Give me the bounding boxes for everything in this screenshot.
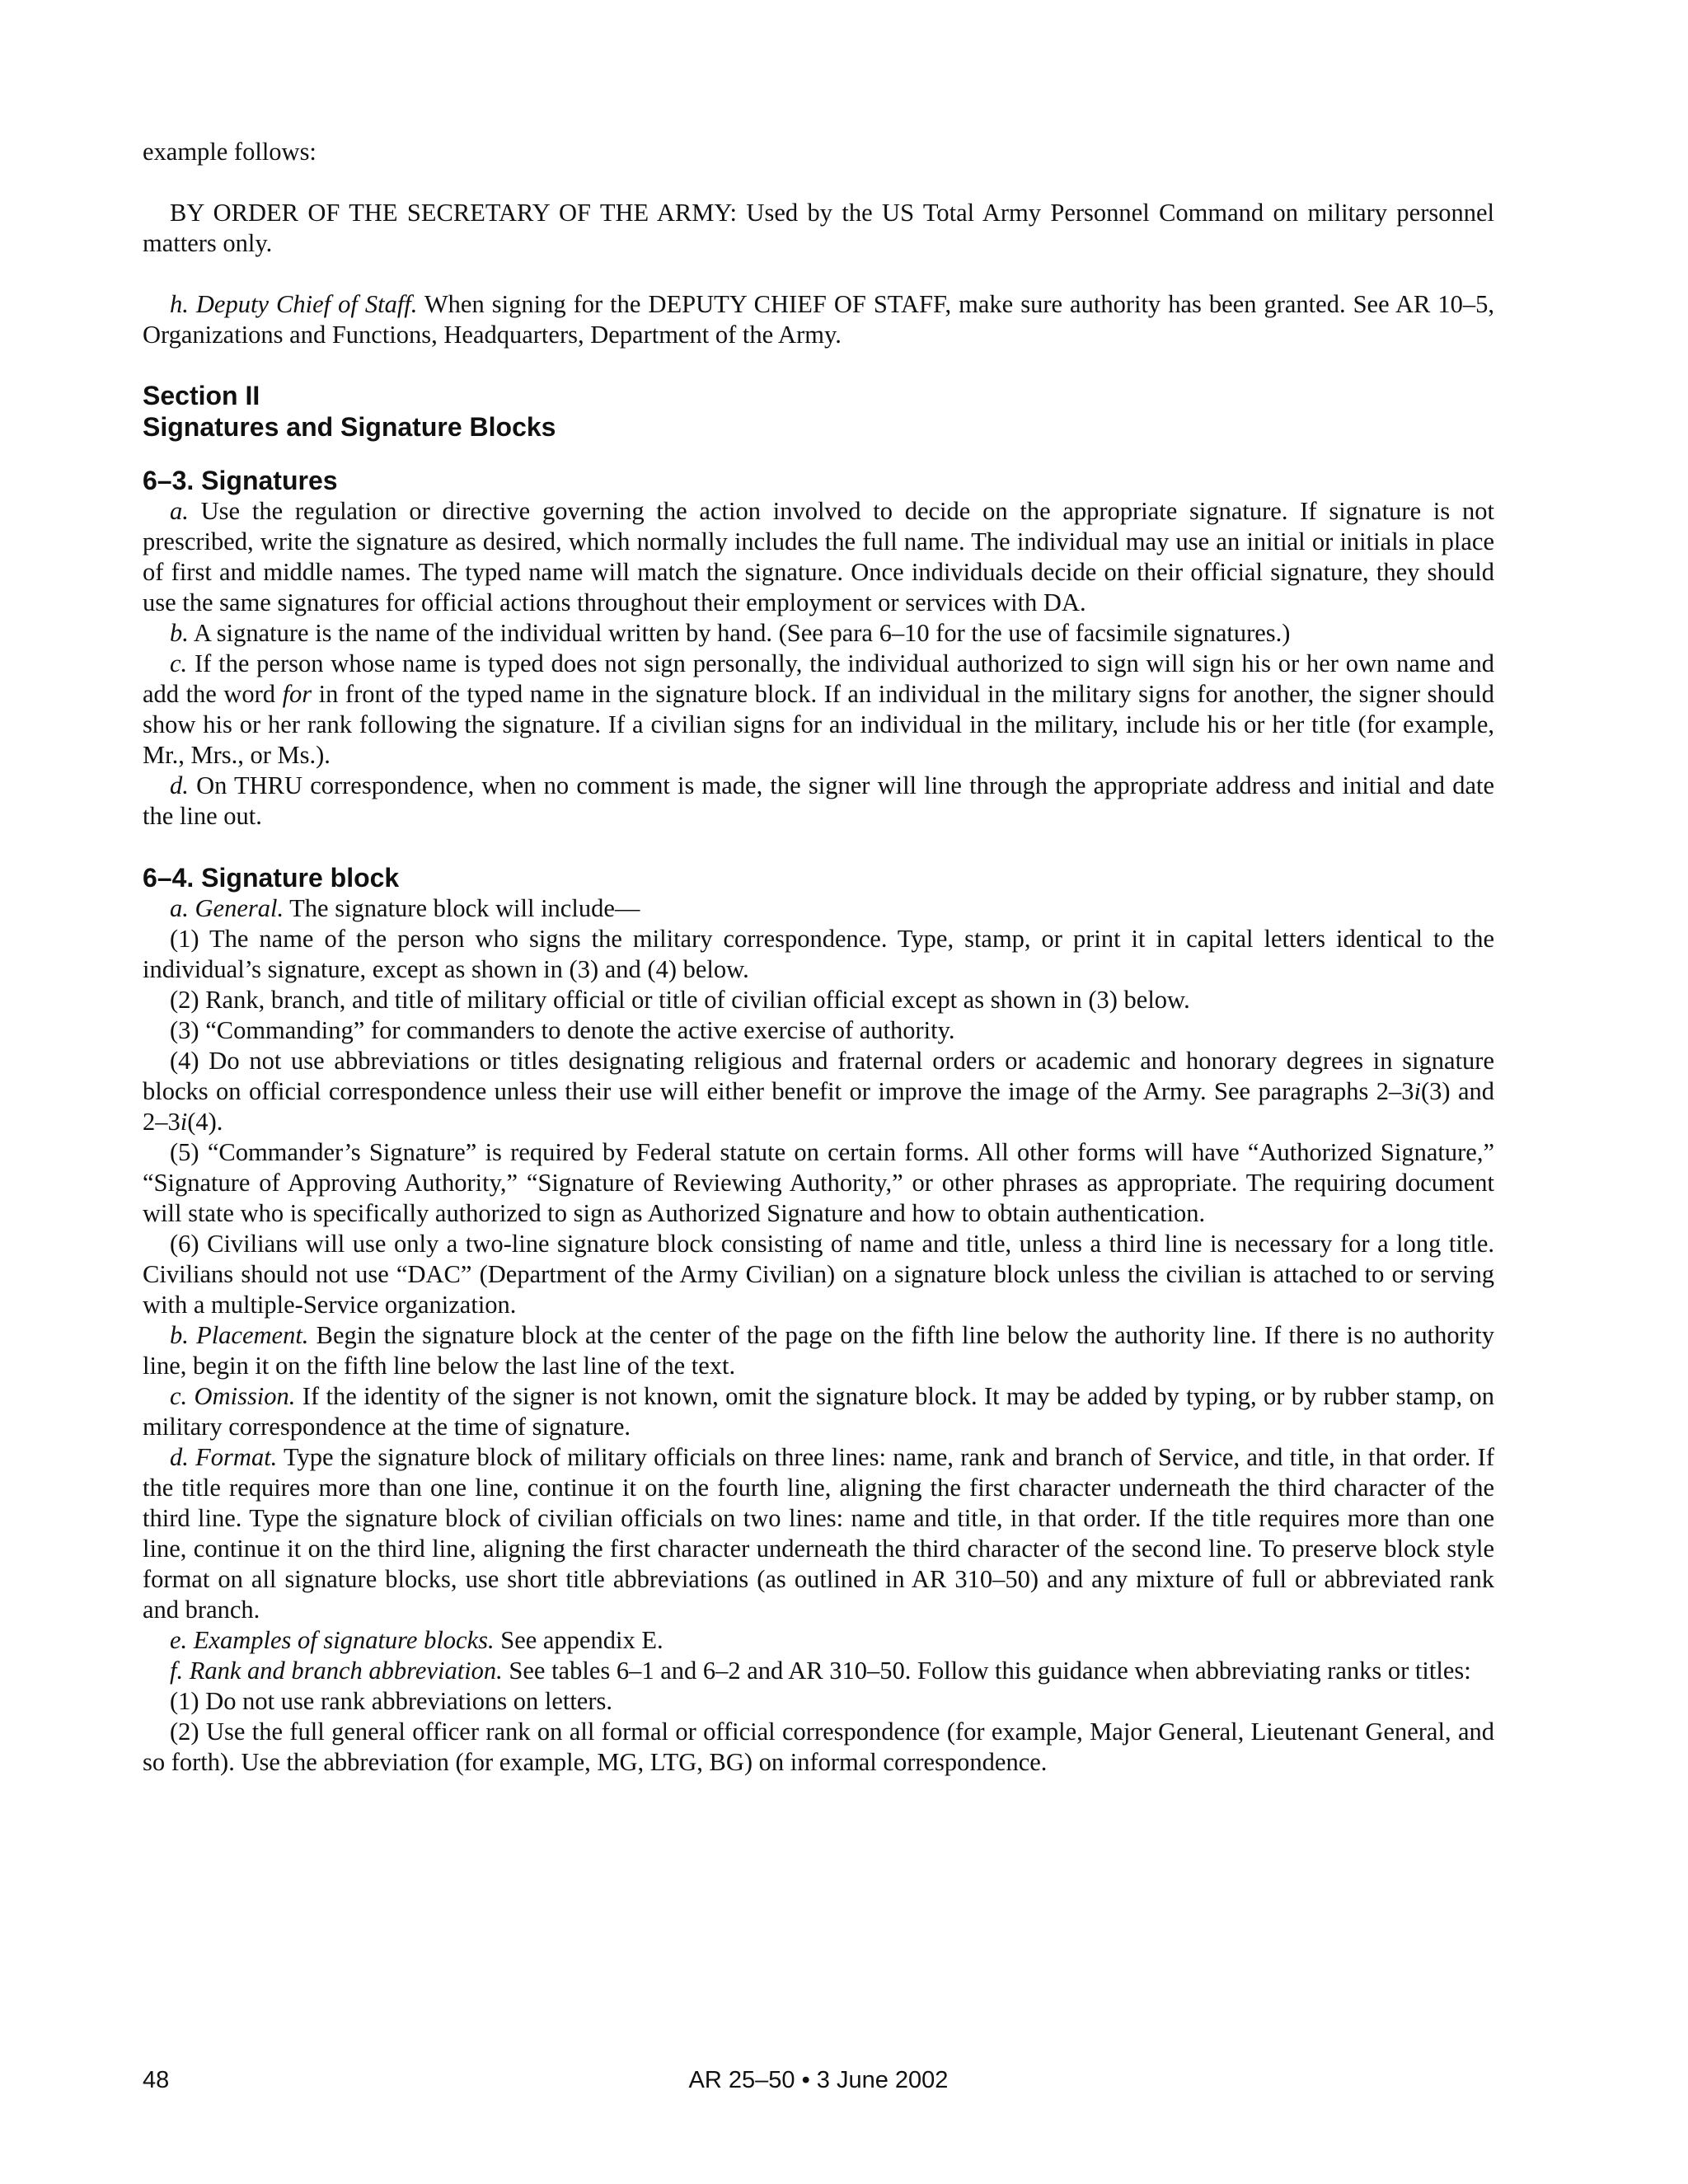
paragraph-letter: d. [170,1443,189,1471]
paragraph-lead: Format. [195,1443,278,1471]
paragraph-letter: h. [170,290,189,318]
paragraph-text: See tables 6–1 and 6–2 and AR 310–50. Follow this guidance when abbreviating ranks or titles: [502,1657,1471,1685]
section-heading [143,380,1494,443]
paragraph-6-3-a [143,496,1494,618]
paragraph-6-4-e [143,1625,1494,1656]
paragraph-6-4-f [143,1656,1494,1686]
document-page [143,137,1494,1778]
paragraph-6-4-a [143,893,1494,924]
list-item-6-4-a-6: (6) Civilians will use only a two-line signature block consisting of name and title, unless a third line is necessary for a long title. Civilians should not use “DAC” (Department of the Army Civilian) on a signature block unless the civilian is attached to or serving with a multiple-Service organization. [143,1230,1494,1319]
paragraph-heading-6-4: 6–4. Signature block [143,863,400,893]
list-item-6-4-a-5: (5) “Commander’s Signature” is required by Federal statute on certain forms. All other forms will have “Authorized Signature,” “Signature of Approving Authority,” “Signature of Reviewing Authority,” or other phrases as appropriate. The requiring document will state who is specifically authorized to sign as Authorized Signature and how to obtain authentication. [143,1138,1494,1227]
section-title: Signatures and Signature Blocks [143,412,556,442]
list-item-6-4-a-1: (1) The name of the person who signs the military correspondence. Type, stamp, or print it in capital letters identical to the individual’s signature, except as shown in (3) and (4) below. [143,925,1494,983]
list-item-6-4-a-4 [143,1046,1494,1137]
paragraph-h [143,289,1494,350]
list-item-6-4-f-2: (2) Use the full general officer rank on all formal or official correspondence (for example, Major General, Lieutenant General, and so forth). Use the abbreviation (for example, MG, LTG, BG) on informal correspondence. [143,1718,1494,1776]
italic-word: for [282,680,312,708]
paragraph-letter: b. [170,619,189,647]
paragraph-heading-6-3: 6–3. Signatures [143,466,338,495]
paragraph-text: Use the regulation or directive governing the action involved to decide on the appropriate signature. If signature is not prescribed, write the signature as desired, which normally includes the full name. The individual may use an initial or initials in place of first and middle names. The typed name will match the signature. Once individuals decide on their official signature, they should use the same signatures for official actions throughout their employment or services with DA. [143,497,1494,616]
paragraph-6-3-b [143,618,1494,649]
paragraph-6-4-b [143,1320,1494,1381]
list-item-6-4-a-2: (2) Rank, branch, and title of military official or title of civilian official except as shown in (3) below. [170,986,1190,1014]
paragraph-lead: Examples of signature blocks. [193,1626,495,1654]
paragraph-letter: e. [170,1626,188,1654]
paragraph-letter: a. [170,497,189,525]
paragraph-lead: Rank and branch abbreviation. [189,1657,503,1685]
paragraph-text: Begin the signature block at the center of the page on the fifth line below the authority line. If there is no authority line, begin it on the fifth line below the last line of the text. [143,1321,1495,1380]
paragraph-6-3-d [143,771,1494,832]
list-item-6-4-a-3: (3) “Commanding” for commanders to denote the active exercise of authority. [170,1016,955,1044]
paragraph-text: See appendix E. [494,1626,663,1654]
paragraph-letter: c. [170,1382,188,1410]
paragraph-text: On THRU correspondence, when no comment is made, the signer will line through the appropriate address and initial and date the line out. [143,771,1494,830]
paragraph-text: If the identity of the signer is not known, omit the signature block. It may be added by typing, or by rubber stamp, on military correspondence at the time of signature. [143,1382,1494,1441]
list-item-text: (3) and 2–3 [143,1077,1494,1136]
list-item-6-4-f-1: (1) Do not use rank abbreviations on letters. [170,1687,612,1715]
list-item-text: (4) Do not use abbreviations or titles designating religious and fraternal orders or academic and honorary degrees in signature blocks on official correspondence unless their use will either benefit or improve the image of the Army. See paragraphs 2–3 [143,1047,1494,1105]
paragraph-text: A signature is the name of the individual written by hand. (See para 6–10 for the use of facsimile signatures.) [188,619,1291,647]
paragraph-text: The signature block will include— [284,894,640,922]
paragraph-text: Type the signature block of military officials on three lines: name, rank and branch of Service, and title, in that order. If the title requires more than one line, continue it on the fourth line, aligning the first character underneath the third character of the third line. Type the signature block of civilian officials on two lines: name and title, in that order. If the title requires more than one line, continue it on the third line, aligning the first character underneath the third character of the second line. To preserve block style format on all signature blocks, use short title abbreviations (as outlined in AR 310–50) and any mixture of full or abbreviated rank and branch. [143,1443,1494,1624]
intro-text: example follows: [143,138,316,166]
page-number: 48 [143,2067,170,2093]
paragraph-letter: d. [170,771,189,799]
paragraph-6-4-d [143,1442,1494,1625]
italic-letter: i [180,1108,188,1136]
paragraph-text: If the person whose name is typed does not sign personally, the individual authorized to sign will sign his or her own name and add the word [143,649,1494,708]
list-item-text: (4). [187,1108,223,1136]
paragraph-text: in front of the typed name in the signature block. If an individual in the military signs for another, the signer should show his or her rank following the signature. If a civilian signs for an individual in the military, include his or her title (for example, Mr., Mrs., or Ms.). [143,680,1494,769]
paragraph-letter: b. [170,1321,189,1349]
paragraph-6-4-c [143,1381,1494,1442]
paragraph-lead: Placement. [196,1321,309,1349]
paragraph-lead: Omission. [194,1382,296,1410]
paragraph-letter: c. [170,649,188,677]
paragraph-lead: Deputy Chief of Staff. [195,290,418,318]
paragraph-text: When signing for the DEPUTY CHIEF OF STAFF, make sure authority has been granted. See AR 10–5, Organizations and Functions, Headquarters, Department of the Army. [143,290,1494,349]
authority-line-example: BY ORDER OF THE SECRETARY OF THE ARMY: Used by the US Total Army Personnel Command on military personnel matters only. [143,199,1494,257]
document-identifier: AR 25–50 • 3 June 2002 [688,2067,949,2093]
section-number: Section II [143,381,260,410]
paragraph-6-3-c [143,649,1494,771]
paragraph-letter: f. [170,1657,184,1685]
page-footer [143,2064,1494,2097]
paragraph-lead: General. [195,894,284,922]
paragraph-letter: a. [170,894,189,922]
italic-letter: i [1414,1077,1421,1105]
